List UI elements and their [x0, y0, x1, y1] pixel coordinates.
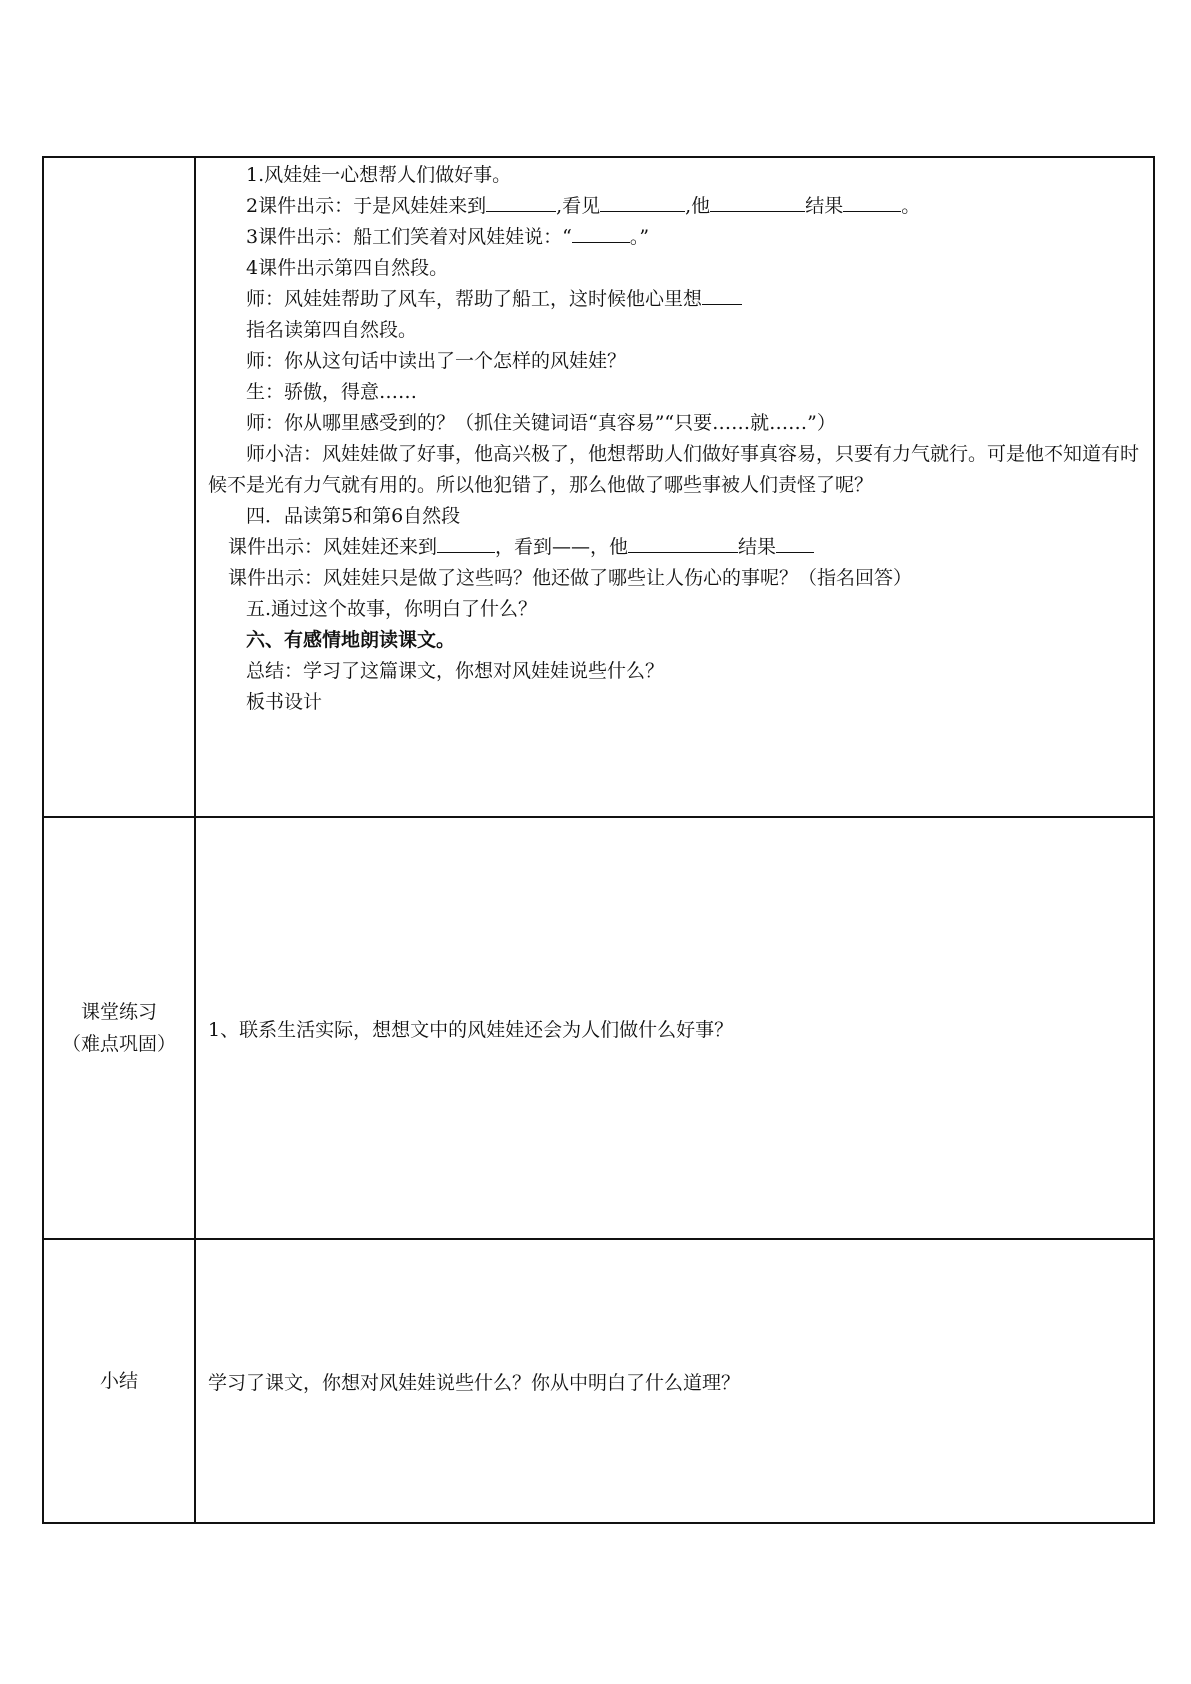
lesson-line: 指名读第四自然段。	[246, 319, 418, 341]
teaching-process-label-cell	[44, 158, 194, 816]
lesson-text: 2课件出示：于是风娃娃来到	[246, 195, 487, 217]
lesson-section-heading: 五.通过这个故事，你明白了什么？	[246, 598, 538, 620]
fill-blank	[437, 534, 495, 553]
practice-question: 1、联系生活实际，想想文中的风娃娃还会为人们做什么好事？	[208, 1018, 734, 1041]
lesson-text: 。”	[629, 226, 650, 248]
lesson-text: 课件出示：风娃娃还来到	[228, 536, 438, 558]
lesson-paragraph: 师小洁：风娃娃做了好事，他高兴极了，他想帮助人们做好事真容易，只要有力气就行。可是他不知道有时候不是光有力气就有用的。所以他犯错了，那么他做了哪些事被人们责怪了呢？	[208, 443, 1140, 496]
lesson-text: ，看到——，他	[495, 536, 629, 558]
lesson-line: 师：你从这句话中读出了一个怎样的风娃娃？	[246, 350, 627, 372]
lesson-text: 。	[901, 195, 921, 217]
lesson-line: 4课件出示第四自然段。	[246, 257, 449, 279]
fill-blank	[710, 193, 805, 212]
fill-blank	[628, 534, 738, 553]
lesson-line: 生：骄傲，得意……	[246, 381, 418, 403]
lesson-text: ,他	[685, 195, 711, 217]
practice-sublabel: （难点巩固）	[61, 1033, 176, 1055]
fill-blank	[572, 224, 630, 243]
fill-blank	[843, 193, 901, 212]
fill-blank	[600, 193, 685, 212]
lesson-line: 板书设计	[246, 691, 323, 713]
summary-text: 学习了课文，你想对风娃娃说些什么？你从中明白了什么道理？	[208, 1371, 741, 1394]
summary-row	[44, 1240, 1153, 1522]
lesson-text: ,看见	[556, 195, 601, 217]
lesson-line: 1.风娃娃一心想帮人们做好事。	[246, 164, 512, 186]
teaching-process-content	[196, 158, 1153, 816]
lesson-section-heading: 四．品读第5和第6自然段	[246, 505, 461, 527]
summary-label: 小结	[99, 1370, 138, 1392]
lesson-text: 3课件出示：船工们笑着对风娃娃说：“	[246, 226, 572, 248]
lesson-line-fill-blank	[208, 191, 1143, 222]
practice-row	[44, 818, 1153, 1238]
summary-content	[196, 1240, 1153, 1522]
fill-blank	[776, 534, 814, 553]
lesson-line-fill-blank	[208, 532, 1143, 563]
fill-blank	[486, 193, 556, 212]
summary-label-cell	[44, 1240, 194, 1522]
lesson-text: 结果	[805, 195, 844, 217]
lesson-line: 课件出示：风娃娃只是做了这些吗？他还做了哪些让人伤心的事呢？（指名回答）	[228, 567, 913, 589]
lesson-text: 结果	[738, 536, 777, 558]
lesson-line: 师：你从哪里感受到的？（抓住关键词语“真容易”“只要……就……”）	[246, 412, 836, 434]
lesson-line: 总结：学习了这篇课文，你想对风娃娃说些什么？	[246, 660, 665, 682]
practice-content	[196, 818, 1153, 1238]
lesson-section-heading: 六、有感情地朗读课文。	[246, 629, 456, 651]
lesson-line-fill-blank	[208, 284, 1143, 315]
practice-label: 课堂练习	[80, 1001, 157, 1023]
teaching-process-row	[44, 158, 1153, 816]
lesson-text: 师：风娃娃帮助了风车，帮助了船工，这时候他心里想	[246, 288, 703, 310]
lesson-plan-table	[42, 156, 1155, 1524]
practice-label-cell	[44, 818, 194, 1238]
lesson-line-fill-blank	[208, 222, 1143, 253]
fill-blank	[702, 286, 742, 305]
